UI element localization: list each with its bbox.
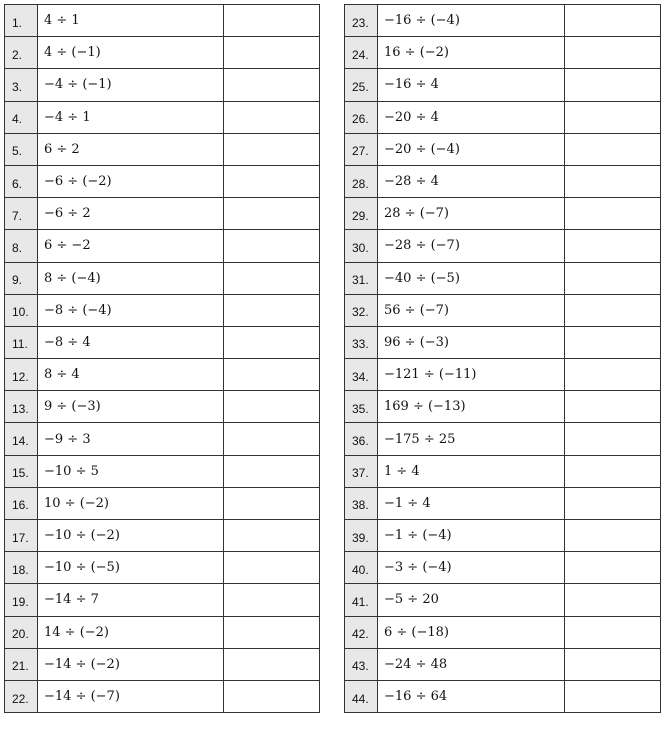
problem-expression: 56 ÷ (−7) xyxy=(378,294,565,326)
answer-cell[interactable] xyxy=(224,520,320,552)
problem-expression: 8 ÷ (−4) xyxy=(38,262,224,294)
answer-cell[interactable] xyxy=(565,294,661,326)
problem-row xyxy=(5,37,320,69)
problem-expression: −40 ÷ (−5) xyxy=(378,262,565,294)
problem-expression: 8 ÷ 4 xyxy=(38,359,224,391)
problem-number: 25. xyxy=(345,69,378,101)
problem-expression: −175 ÷ 25 xyxy=(378,423,565,455)
problem-row xyxy=(345,165,661,197)
answer-cell[interactable] xyxy=(565,552,661,584)
problem-expression: −20 ÷ (−4) xyxy=(378,133,565,165)
problem-number: 21. xyxy=(5,648,38,680)
answer-cell[interactable] xyxy=(224,423,320,455)
problem-number: 5. xyxy=(5,133,38,165)
problem-row xyxy=(345,616,661,648)
answer-cell[interactable] xyxy=(224,165,320,197)
answer-cell[interactable] xyxy=(565,520,661,552)
problem-expression: 4 ÷ 1 xyxy=(38,5,224,37)
problem-row xyxy=(345,680,661,712)
problem-row xyxy=(5,423,320,455)
problem-number: 26. xyxy=(345,101,378,133)
problem-number: 12. xyxy=(5,359,38,391)
problem-number: 35. xyxy=(345,391,378,423)
problem-expression: −9 ÷ 3 xyxy=(38,423,224,455)
problem-row xyxy=(345,487,661,519)
answer-cell[interactable] xyxy=(565,101,661,133)
problem-row xyxy=(5,520,320,552)
answer-cell[interactable] xyxy=(565,262,661,294)
problem-table-right xyxy=(344,4,661,713)
problem-number: 17. xyxy=(5,520,38,552)
problem-number: 42. xyxy=(345,616,378,648)
answer-cell[interactable] xyxy=(565,616,661,648)
problem-number: 43. xyxy=(345,648,378,680)
problem-expression: −4 ÷ 1 xyxy=(38,101,224,133)
problem-row xyxy=(5,326,320,358)
answer-cell[interactable] xyxy=(565,648,661,680)
problem-row xyxy=(5,391,320,423)
answer-cell[interactable] xyxy=(224,487,320,519)
problem-expression: 9 ÷ (−3) xyxy=(38,391,224,423)
problem-row xyxy=(345,101,661,133)
answer-cell[interactable] xyxy=(565,455,661,487)
problem-row xyxy=(5,230,320,262)
problem-number: 18. xyxy=(5,552,38,584)
problem-row xyxy=(5,101,320,133)
problem-expression: −16 ÷ 64 xyxy=(378,680,565,712)
answer-cell[interactable] xyxy=(224,262,320,294)
problem-number: 23. xyxy=(345,5,378,37)
problem-row xyxy=(345,69,661,101)
answer-cell[interactable] xyxy=(224,616,320,648)
problem-expression: −10 ÷ 5 xyxy=(38,455,224,487)
problem-expression: −3 ÷ (−4) xyxy=(378,552,565,584)
problem-number: 36. xyxy=(345,423,378,455)
answer-cell[interactable] xyxy=(224,552,320,584)
problem-row xyxy=(345,584,661,616)
problem-number: 31. xyxy=(345,262,378,294)
answer-cell[interactable] xyxy=(565,584,661,616)
answer-cell[interactable] xyxy=(565,230,661,262)
problem-row xyxy=(5,552,320,584)
problem-row xyxy=(345,648,661,680)
problem-row xyxy=(5,262,320,294)
problem-row xyxy=(5,680,320,712)
problem-number: 33. xyxy=(345,326,378,358)
problem-expression: −4 ÷ (−1) xyxy=(38,69,224,101)
problem-expression: 6 ÷ (−18) xyxy=(378,616,565,648)
answer-cell[interactable] xyxy=(224,5,320,37)
answer-cell[interactable] xyxy=(565,198,661,230)
answer-cell[interactable] xyxy=(565,37,661,69)
answer-cell[interactable] xyxy=(565,133,661,165)
problem-number: 3. xyxy=(5,69,38,101)
answer-cell[interactable] xyxy=(565,359,661,391)
problem-row xyxy=(5,198,320,230)
problem-number: 29. xyxy=(345,198,378,230)
problem-expression: −10 ÷ (−5) xyxy=(38,552,224,584)
problem-row xyxy=(345,423,661,455)
problem-number: 13. xyxy=(5,391,38,423)
answer-cell[interactable] xyxy=(224,69,320,101)
problem-number: 20. xyxy=(5,616,38,648)
problem-number: 9. xyxy=(5,262,38,294)
problem-expression: −1 ÷ (−4) xyxy=(378,520,565,552)
answer-cell[interactable] xyxy=(224,230,320,262)
problem-number: 44. xyxy=(345,680,378,712)
problem-row xyxy=(345,359,661,391)
problem-row xyxy=(345,198,661,230)
answer-cell[interactable] xyxy=(224,680,320,712)
problem-expression: −8 ÷ (−4) xyxy=(38,294,224,326)
problem-row xyxy=(5,359,320,391)
answer-cell[interactable] xyxy=(224,455,320,487)
problem-number: 15. xyxy=(5,455,38,487)
problem-number: 32. xyxy=(345,294,378,326)
problem-number: 28. xyxy=(345,165,378,197)
problem-expression: −121 ÷ (−11) xyxy=(378,359,565,391)
problem-number: 7. xyxy=(5,198,38,230)
problem-expression: 28 ÷ (−7) xyxy=(378,198,565,230)
problem-row xyxy=(345,5,661,37)
problem-row xyxy=(345,230,661,262)
answer-cell[interactable] xyxy=(565,5,661,37)
answer-cell[interactable] xyxy=(224,101,320,133)
answer-cell[interactable] xyxy=(565,391,661,423)
problem-row xyxy=(5,294,320,326)
problem-expression: 1 ÷ 4 xyxy=(378,455,565,487)
problem-number: 22. xyxy=(5,680,38,712)
problem-row xyxy=(5,648,320,680)
problem-expression: −8 ÷ 4 xyxy=(38,326,224,358)
problem-expression: −14 ÷ 7 xyxy=(38,584,224,616)
problem-row xyxy=(345,552,661,584)
problem-number: 37. xyxy=(345,455,378,487)
problem-expression: −16 ÷ 4 xyxy=(378,69,565,101)
problem-expression: 10 ÷ (−2) xyxy=(38,487,224,519)
answer-cell[interactable] xyxy=(565,165,661,197)
problem-row xyxy=(5,455,320,487)
answer-cell[interactable] xyxy=(565,326,661,358)
problem-row xyxy=(5,165,320,197)
problem-expression: −16 ÷ (−4) xyxy=(378,5,565,37)
problem-number: 19. xyxy=(5,584,38,616)
answer-cell[interactable] xyxy=(565,680,661,712)
answer-cell[interactable] xyxy=(224,326,320,358)
answer-cell[interactable] xyxy=(224,37,320,69)
problem-expression: 4 ÷ (−1) xyxy=(38,37,224,69)
problem-number: 30. xyxy=(345,230,378,262)
answer-cell[interactable] xyxy=(224,133,320,165)
problem-number: 39. xyxy=(345,520,378,552)
answer-cell[interactable] xyxy=(565,423,661,455)
answer-cell[interactable] xyxy=(224,648,320,680)
problem-number: 1. xyxy=(5,5,38,37)
problem-row xyxy=(345,262,661,294)
problem-expression: 6 ÷ −2 xyxy=(38,230,224,262)
problem-table-left xyxy=(4,4,320,713)
problem-number: 14. xyxy=(5,423,38,455)
problem-expression: −10 ÷ (−2) xyxy=(38,520,224,552)
answer-cell[interactable] xyxy=(224,359,320,391)
problem-row xyxy=(345,294,661,326)
problem-row xyxy=(5,5,320,37)
problem-number: 16. xyxy=(5,487,38,519)
answer-cell[interactable] xyxy=(224,584,320,616)
problem-expression: 96 ÷ (−3) xyxy=(378,326,565,358)
problem-number: 40. xyxy=(345,552,378,584)
problem-number: 41. xyxy=(345,584,378,616)
problem-expression: 169 ÷ (−13) xyxy=(378,391,565,423)
answer-cell[interactable] xyxy=(565,69,661,101)
answer-cell[interactable] xyxy=(565,487,661,519)
problem-expression: −6 ÷ (−2) xyxy=(38,165,224,197)
problem-row xyxy=(345,391,661,423)
problem-expression: 16 ÷ (−2) xyxy=(378,37,565,69)
problem-expression: −14 ÷ (−7) xyxy=(38,680,224,712)
problem-number: 27. xyxy=(345,133,378,165)
problem-number: 38. xyxy=(345,487,378,519)
problem-number: 8. xyxy=(5,230,38,262)
answer-cell[interactable] xyxy=(224,391,320,423)
problem-expression: −6 ÷ 2 xyxy=(38,198,224,230)
problem-row xyxy=(5,616,320,648)
problem-row xyxy=(345,520,661,552)
problem-row xyxy=(345,455,661,487)
problem-row xyxy=(5,133,320,165)
problem-row xyxy=(5,487,320,519)
problem-expression: 6 ÷ 2 xyxy=(38,133,224,165)
problem-expression: −5 ÷ 20 xyxy=(378,584,565,616)
problem-expression: −28 ÷ 4 xyxy=(378,165,565,197)
answer-cell[interactable] xyxy=(224,294,320,326)
problem-row xyxy=(345,326,661,358)
problem-expression: −28 ÷ (−7) xyxy=(378,230,565,262)
problem-number: 24. xyxy=(345,37,378,69)
problem-expression: −14 ÷ (−2) xyxy=(38,648,224,680)
problem-expression: −1 ÷ 4 xyxy=(378,487,565,519)
problem-expression: 14 ÷ (−2) xyxy=(38,616,224,648)
problem-expression: −20 ÷ 4 xyxy=(378,101,565,133)
problem-number: 11. xyxy=(5,326,38,358)
answer-cell[interactable] xyxy=(224,198,320,230)
problem-number: 10. xyxy=(5,294,38,326)
problem-row xyxy=(5,69,320,101)
problem-row xyxy=(345,133,661,165)
problem-number: 34. xyxy=(345,359,378,391)
problem-number: 6. xyxy=(5,165,38,197)
problem-number: 4. xyxy=(5,101,38,133)
problem-row xyxy=(345,37,661,69)
problem-row xyxy=(5,584,320,616)
problem-number: 2. xyxy=(5,37,38,69)
problem-expression: −24 ÷ 48 xyxy=(378,648,565,680)
